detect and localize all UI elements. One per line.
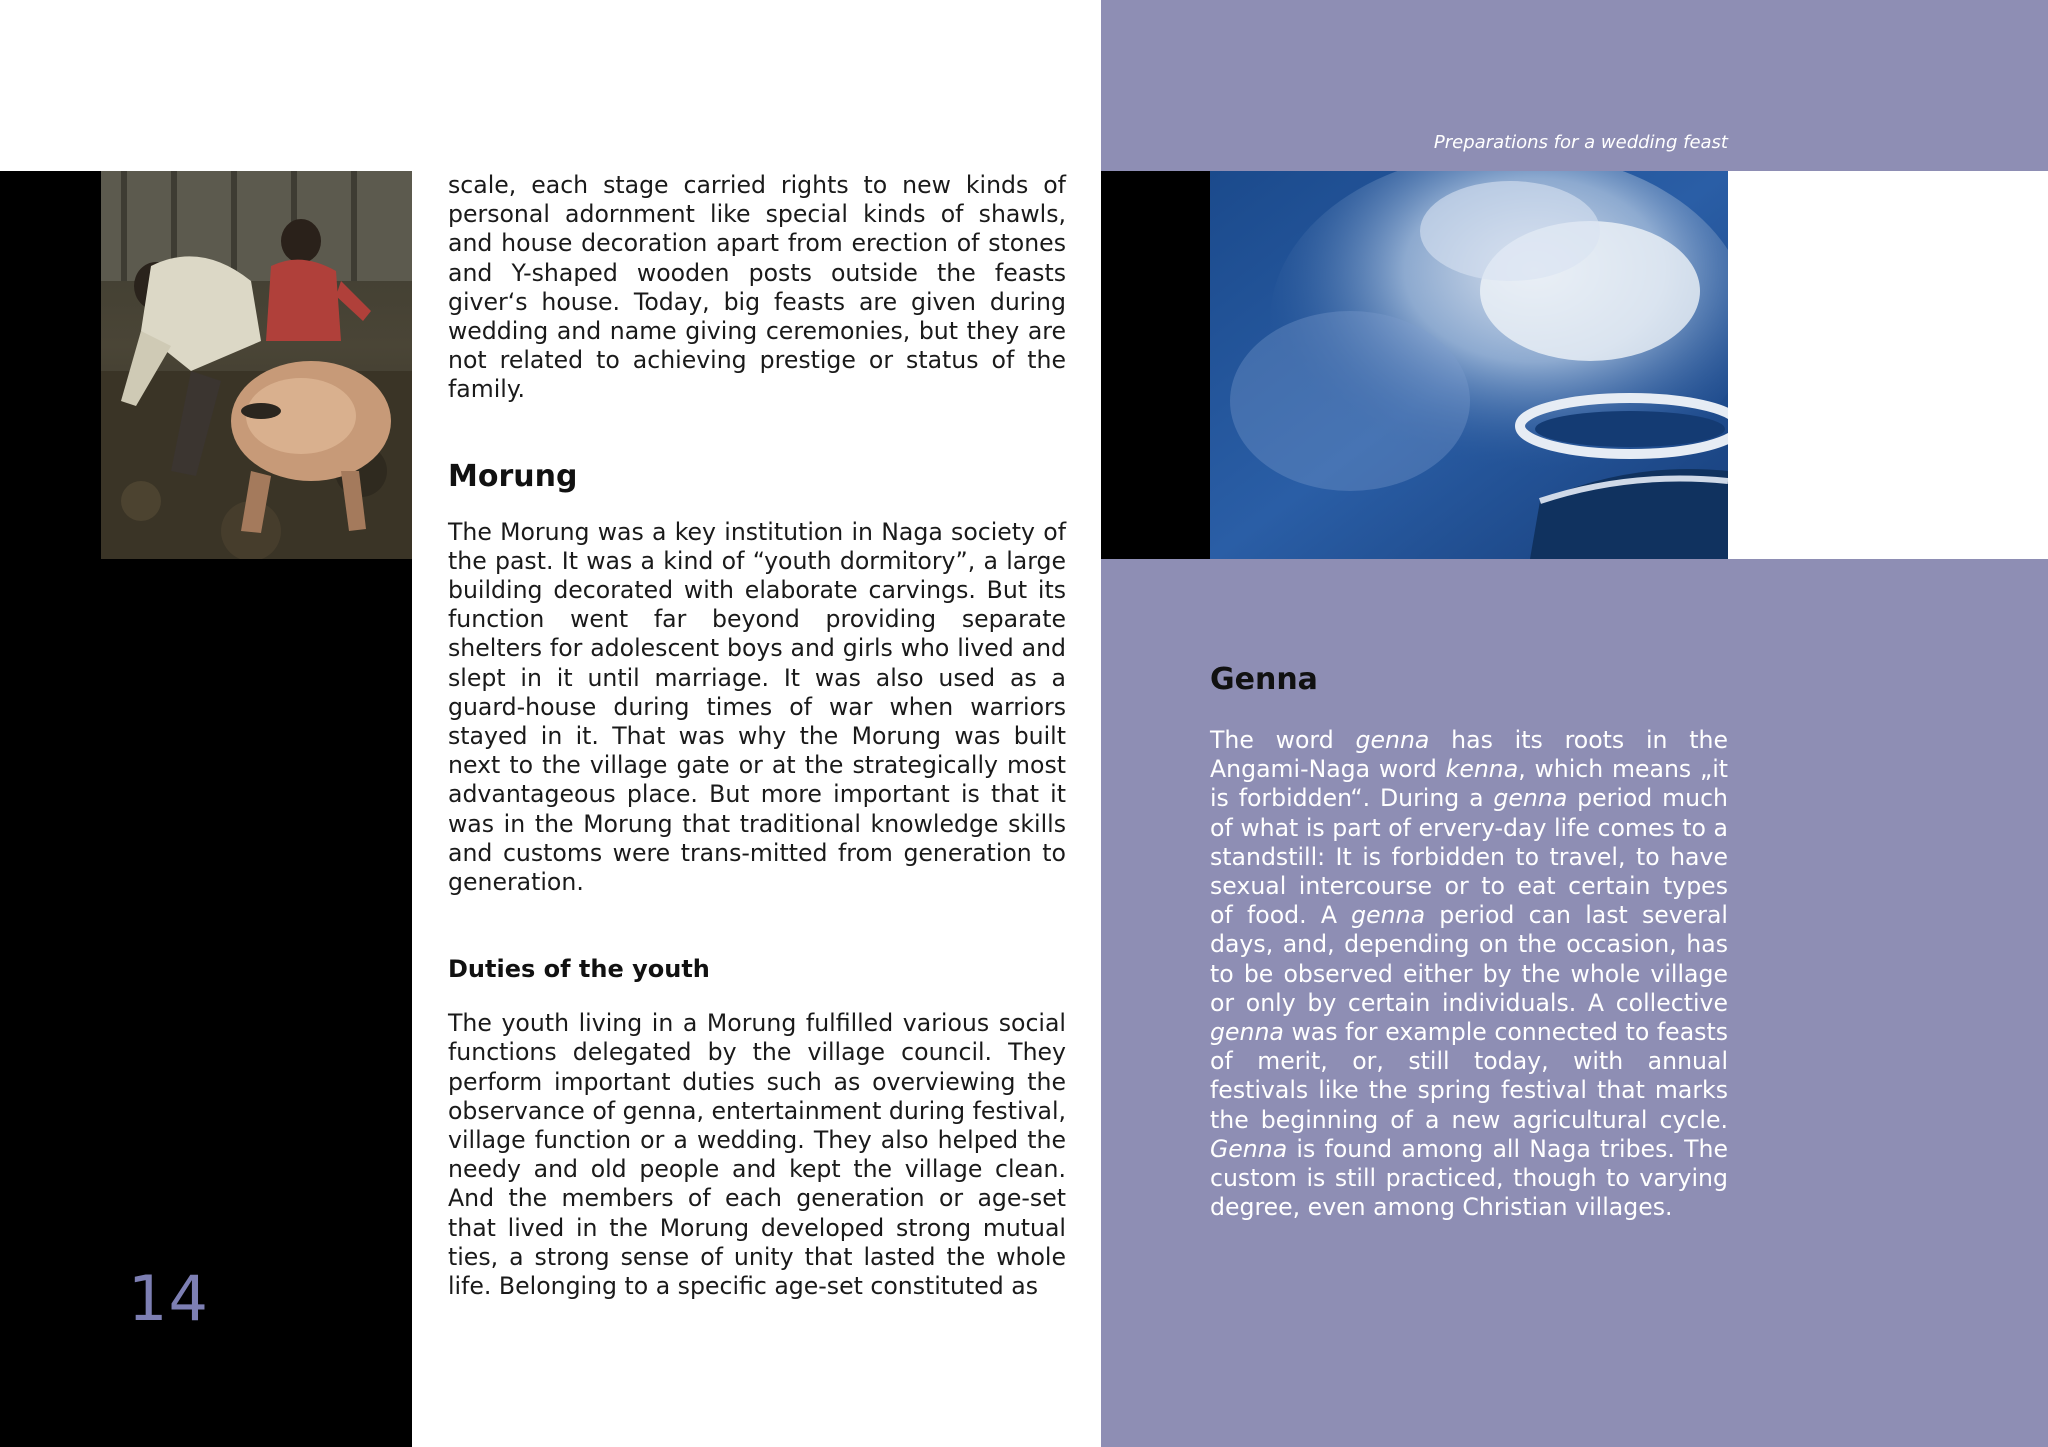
- genna-term: genna: [1355, 726, 1430, 754]
- genna-text-part: is found among all Naga tribes. The custom is still practiced, though to varying degree, even among Christian villages.: [1210, 1134, 1728, 1222]
- genna-term: genna: [1351, 901, 1426, 930]
- section-title-duties: Duties of the youth: [448, 955, 710, 984]
- image-caption: Preparations for a wedding feast: [1433, 132, 1728, 153]
- photo-men-slaughtering-pig-icon: [101, 171, 412, 559]
- section-title-morung: Morung: [448, 458, 578, 494]
- morung-paragraph: The Morung was a key institution in Naga society of the past. It was a kind of “youth dormitory”, a large building decorated with elaborate carvings. But its function went far beyond providing separate shelters for adolescent boys and girls who lived and slept in it until marriage. It was also used as a guard-house during times of war when warriors stayed in it. That was why the Morung was built next to the village gate or at the strategically most advantageous place. But more important is that it was in the Morung that traditional knowledge skills and customs were trans-mitted from generation to generation.: [448, 517, 1066, 897]
- genna-text-part: The word: [1210, 726, 1356, 754]
- intro-paragraph: scale, each stage carried rights to new kinds of personal adornment like special kinds of shawls, and house decoration apart from erection of stones and Y-shaped wooden posts outside the feasts giver‘s house. Today, big feasts are given during wedding and name giving ceremonies, but they are not related to achieving prestige or status of the family.: [448, 171, 1066, 404]
- genna-text-part: has its roots in the Angami-Naga word: [1210, 726, 1729, 784]
- right-black-block: [1101, 171, 1210, 559]
- genna-text-part: was for example connected to feasts of merit, or, still today, with annual festivals like the spring festival that marks the beginning of a new agricultural cycle.: [1210, 1018, 1728, 1134]
- genna-text-part: period much of what is part of ervery-day life comes to a standstill: It is forbidden to travel, to have sexual intercourse or to eat certain types of food. A: [1210, 784, 1728, 930]
- photo-steaming-cooking-pots-icon: [1210, 171, 1728, 559]
- duties-paragraph: The youth living in a Morung fulfilled various social functions delegated by the village council. They perform important duties such as overviewing the observance of genna, entertainment during festival, village function or a wedding. They also helped the needy and old people and kept the village clean. And the members of each generation or age-set that lived in the Morung developed strong mutual ties, a strong sense of unity that lasted the whole life. Belonging to a specific age-set constituted as: [448, 1009, 1066, 1301]
- section-title-genna: Genna: [1210, 662, 1318, 697]
- kenna-term: kenna: [1445, 755, 1519, 784]
- genna-text-part: , which means „it is forbidden“. During a: [1210, 755, 1728, 813]
- genna-term: genna: [1493, 784, 1568, 813]
- page-number: 14: [128, 1262, 209, 1335]
- genna-paragraph: [1210, 726, 1728, 1222]
- genna-term: Genna: [1210, 1134, 1288, 1163]
- right-white-block: [1728, 171, 2048, 559]
- genna-term: genna: [1210, 1018, 1284, 1047]
- main-text-column: [448, 171, 1066, 1301]
- genna-text-part: period can last several days, and, depending on the occasion, has to be observed either by the whole village or only by certain individuals. A collective: [1210, 901, 1728, 1017]
